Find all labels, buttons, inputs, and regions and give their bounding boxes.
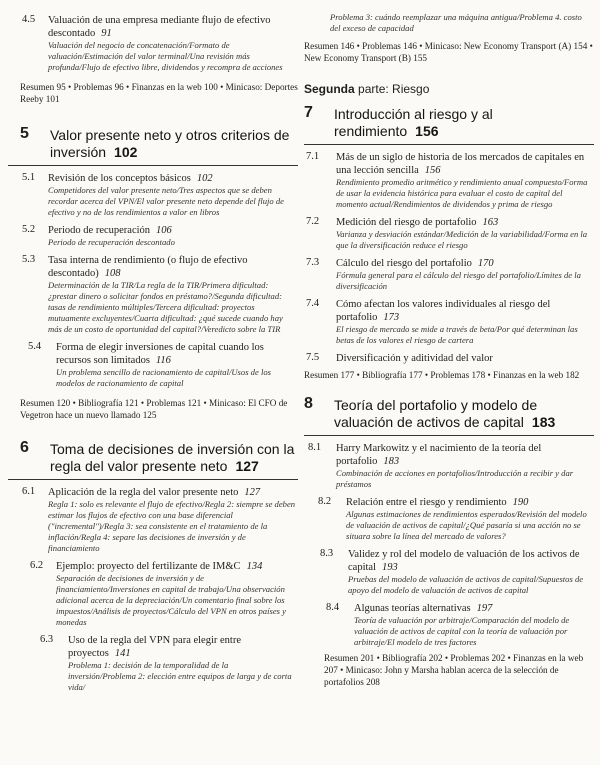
section-number: 8.2	[318, 496, 332, 507]
chapter-7-footer: Resumen 177 • Bibliografía 177 • Problemas 178 • Finanzas en la web 182	[304, 370, 580, 380]
section-page: 141	[114, 648, 131, 659]
section-title: Algunas teorías alternativas	[354, 603, 471, 614]
section-title: Medición del riesgo de portafolio	[336, 217, 477, 228]
chapter-page: 127	[235, 457, 259, 474]
chapter-title: Teoría del portafolio y modelo de valuación de activos de capital	[334, 397, 538, 430]
section-6-3-continued: Problema 3: cuándo reemplazar una máquina antigua/Problema 4. costo del exceso de capacidad	[330, 12, 582, 33]
section-title: Validez y rol del modelo de valuación de los activos de capital	[348, 549, 580, 573]
section-7-3	[304, 257, 594, 292]
chapter-4-footer: Resumen 95 • Problemas 96 • Finanzas en la web 100 • Minicaso: Deportes Reeby 101	[20, 82, 298, 104]
section-desc: Combinación de acciones en portafolios/Introducción a recibir y dar préstamos	[336, 468, 574, 489]
section-desc: Competidores del valor presente neto/Tres aspectos que se deben recordar acerca del VPN/El valor presente neto depende del flujo de efectivo y no de los rendimientos a valor en libros	[48, 185, 284, 217]
chapter-5-footer: Resumen 120 • Bibliografía 121 • Problemas 121 • Minicaso: El CFO de Vegetron hace un nuevo llamado 125	[20, 398, 288, 420]
section-title: Harry Markowitz y el nacimiento de la teoría del portafolio	[336, 443, 542, 467]
chapter-page: 183	[531, 413, 556, 430]
section-page: 197	[476, 603, 493, 614]
section-8-4	[304, 602, 594, 648]
section-number: 7.3	[306, 257, 320, 268]
section-number: 8.1	[308, 442, 322, 453]
section-6-3	[8, 634, 298, 693]
section-desc: Fórmula general para el cálculo del riesgo del portafolio/Límites de la diversificación	[336, 270, 581, 291]
section-desc: Teoría de valuación por arbitraje/Comparación del modelo de valuación de activos de capital con la teoría de valuación por arbitraje/El modelo de tres factores	[354, 615, 570, 647]
chapter-title: Valor presente neto y otros criterios de inversión	[50, 127, 290, 160]
section-number: 7.1	[306, 151, 320, 162]
section-number: 5.2	[22, 224, 36, 235]
part-heading	[304, 82, 594, 96]
section-page: 127	[244, 487, 261, 498]
section-8-3	[304, 548, 594, 596]
section-page: 170	[477, 258, 494, 269]
section-5-2	[8, 224, 298, 248]
section-title: Aplicación de la regla del valor presente neto	[48, 487, 239, 498]
chapter-number: 6	[20, 439, 29, 456]
section-number: 6.2	[30, 560, 44, 571]
chapter-8-heading	[304, 397, 594, 436]
section-desc: Regla 1: solo es relevante el flujo de efectivo/Regla 2: siempre se deben estimar los flujos de efectivo con una base diferencial ("incremental")/Regla 3: sea consistente en el tratamiento de la inflación/Regla 4: separe las decisiones de inversión y de financiamiento	[48, 499, 296, 553]
section-8-2	[304, 496, 594, 542]
section-page: 190	[512, 497, 529, 508]
chapter-6-heading	[8, 441, 298, 480]
chapter-title: Introducción al riesgo y al rendimiento	[334, 106, 493, 139]
part-heading-bold: Segunda	[304, 82, 355, 96]
section-number: 5.1	[22, 172, 36, 183]
section-7-1	[304, 151, 594, 210]
chapter-number: 7	[304, 104, 313, 121]
section-number: 5.4	[28, 341, 42, 352]
section-title: Relación entre el riesgo y rendimiento	[346, 497, 507, 508]
section-5-4	[8, 341, 298, 389]
right-column	[304, 0, 594, 688]
chapter-6-footer: Resumen 146 • Problemas 146 • Minicaso: New Economy Transport (A) 154 • New Economy Transport (B) 155	[304, 41, 593, 63]
section-page: 173	[383, 312, 400, 323]
section-desc: El riesgo de mercado se mide a través de beta/Por qué determinan las betas de los valores el riesgo de cartera	[336, 324, 578, 345]
section-number: 4.5	[22, 14, 36, 25]
section-page: 156	[424, 165, 441, 176]
section-desc: Separación de decisiones de inversión y de financiamiento/Inversiones en capital de trabajo/Una observación adicional acerca de la depreciación/Un comentario final sobre los impuestos/Análisis de proyectos/Cálculo del VPN en otros países y monedas	[56, 573, 286, 627]
section-title: Cómo afectan los valores individuales al riesgo del portafolio	[336, 299, 551, 323]
chapter-number: 8	[304, 395, 313, 412]
section-title: Ejemplo: proyecto del fertilizante de IM&C	[56, 561, 241, 572]
chapter-page: 156	[415, 122, 439, 139]
section-number: 7.5	[306, 352, 320, 363]
section-5-1	[8, 172, 298, 218]
section-title: Tasa interna de rendimiento (o flujo de efectivo descontado)	[48, 255, 248, 279]
section-desc: Varianza y desviación estándar/Medición de la variabilidad/Forma en la que la diversificación reduce el riesgo	[336, 229, 588, 250]
section-number: 6.3	[40, 634, 54, 645]
section-6-1	[8, 486, 298, 554]
section-desc: Problema 1: decisión de la temporalidad de la inversión/Problema 2: elección entre equipos de larga y de corta vida/	[68, 660, 292, 692]
section-8-1	[304, 442, 594, 490]
section-page: 193	[381, 562, 398, 573]
section-desc: Rendimiento promedio aritmético y rendimiento anual compuesto/Forma de usar la evidencia histórica para evaluar el costo de capital del momento actual/Rendimientos de dividendos y prima de riesgo	[336, 177, 588, 209]
section-7-2	[304, 216, 594, 251]
section-title: Revisión de los conceptos básicos	[48, 173, 191, 184]
chapter-title: Toma de decisiones de inversión con la regla del valor presente neto	[50, 441, 295, 474]
section-7-4	[304, 298, 594, 346]
section-page: 183	[383, 456, 400, 467]
section-page: 106	[156, 225, 172, 236]
section-desc: Valuación del negocio de concatenación/Formato de valuación/Estimación del valor terminal/Una revisión más profunda/Flujo de efectivo libre, dividendos y recompra de acciones	[48, 40, 283, 72]
section-page: 91	[101, 28, 112, 39]
section-4-5	[8, 14, 298, 73]
section-page: 163	[482, 217, 499, 228]
section-desc: Periodo de recuperación descontado	[48, 237, 175, 247]
section-number: 8.3	[320, 548, 334, 559]
section-number: 8.4	[326, 602, 340, 613]
section-page: 102	[196, 173, 213, 184]
part-heading-rest: parte: Riesgo	[358, 82, 430, 96]
chapter-page: 102	[114, 143, 138, 160]
section-number: 7.2	[306, 216, 320, 227]
section-title: Diversificación y aditividad del valor	[336, 353, 493, 364]
section-number: 7.4	[306, 298, 320, 309]
section-title: Periodo de recuperación	[48, 225, 151, 236]
chapter-7-heading	[304, 106, 594, 145]
section-5-3	[8, 254, 298, 335]
section-title: Uso de la regla del VPN para elegir entre proyectos	[68, 635, 241, 659]
chapter-number: 5	[20, 125, 29, 142]
section-page: 108	[104, 268, 121, 279]
section-title: Forma de elegir inversiones de capital cuando los recursos son limitados	[56, 342, 264, 366]
section-6-2	[8, 560, 298, 628]
section-title: Valuación de una empresa mediante flujo de efectivo descontado	[48, 15, 271, 39]
chapter-5-heading	[8, 127, 298, 166]
section-title: Cálculo del riesgo del portafolio	[336, 258, 472, 269]
section-desc: Algunas estimaciones de rendimientos esperados/Revisión del modelo de valuación de activos de capital/¿Qué pasaría si una acción no se situara sobre la línea del mercado de valores?	[346, 509, 587, 541]
section-7-5	[304, 352, 594, 365]
left-column	[8, 0, 298, 693]
chapter-8-footer: Resumen 201 • Bibliografía 202 • Problemas 202 • Finanzas en la web 207 • Minicaso: John y Marsha hablan acerca de la selección de portafolios 208	[324, 653, 584, 687]
section-desc: Un problema sencillo de racionamiento de capital/Usos de los modelos de racionamiento de capital	[56, 367, 271, 388]
section-page: 116	[155, 355, 171, 366]
section-number: 6.1	[22, 486, 36, 497]
section-desc: Determinación de la TIR/La regla de la TIR/Primera dificultad: ¿prestar dinero o solicitar fondos en préstamo?/Segunda dificultad: tasas de rendimiento múltiples/Tercera dificultad: proyectos mutuamente excluyentes/Cuarta dificultad: ¿qué sucede cuando hay más de un costo de oportunidad del capital?/Veredicto sobre la TIR	[48, 280, 283, 334]
section-page: 134	[246, 561, 263, 572]
section-number: 5.3	[22, 254, 36, 265]
section-desc: Pruebas del modelo de valuación de activos de capital/Supuestos de apoyo del modelo de valuación de activos de capital	[348, 574, 584, 595]
section-title: Más de un siglo de historia de los mercados de capitales en una lección sencilla	[336, 152, 585, 176]
